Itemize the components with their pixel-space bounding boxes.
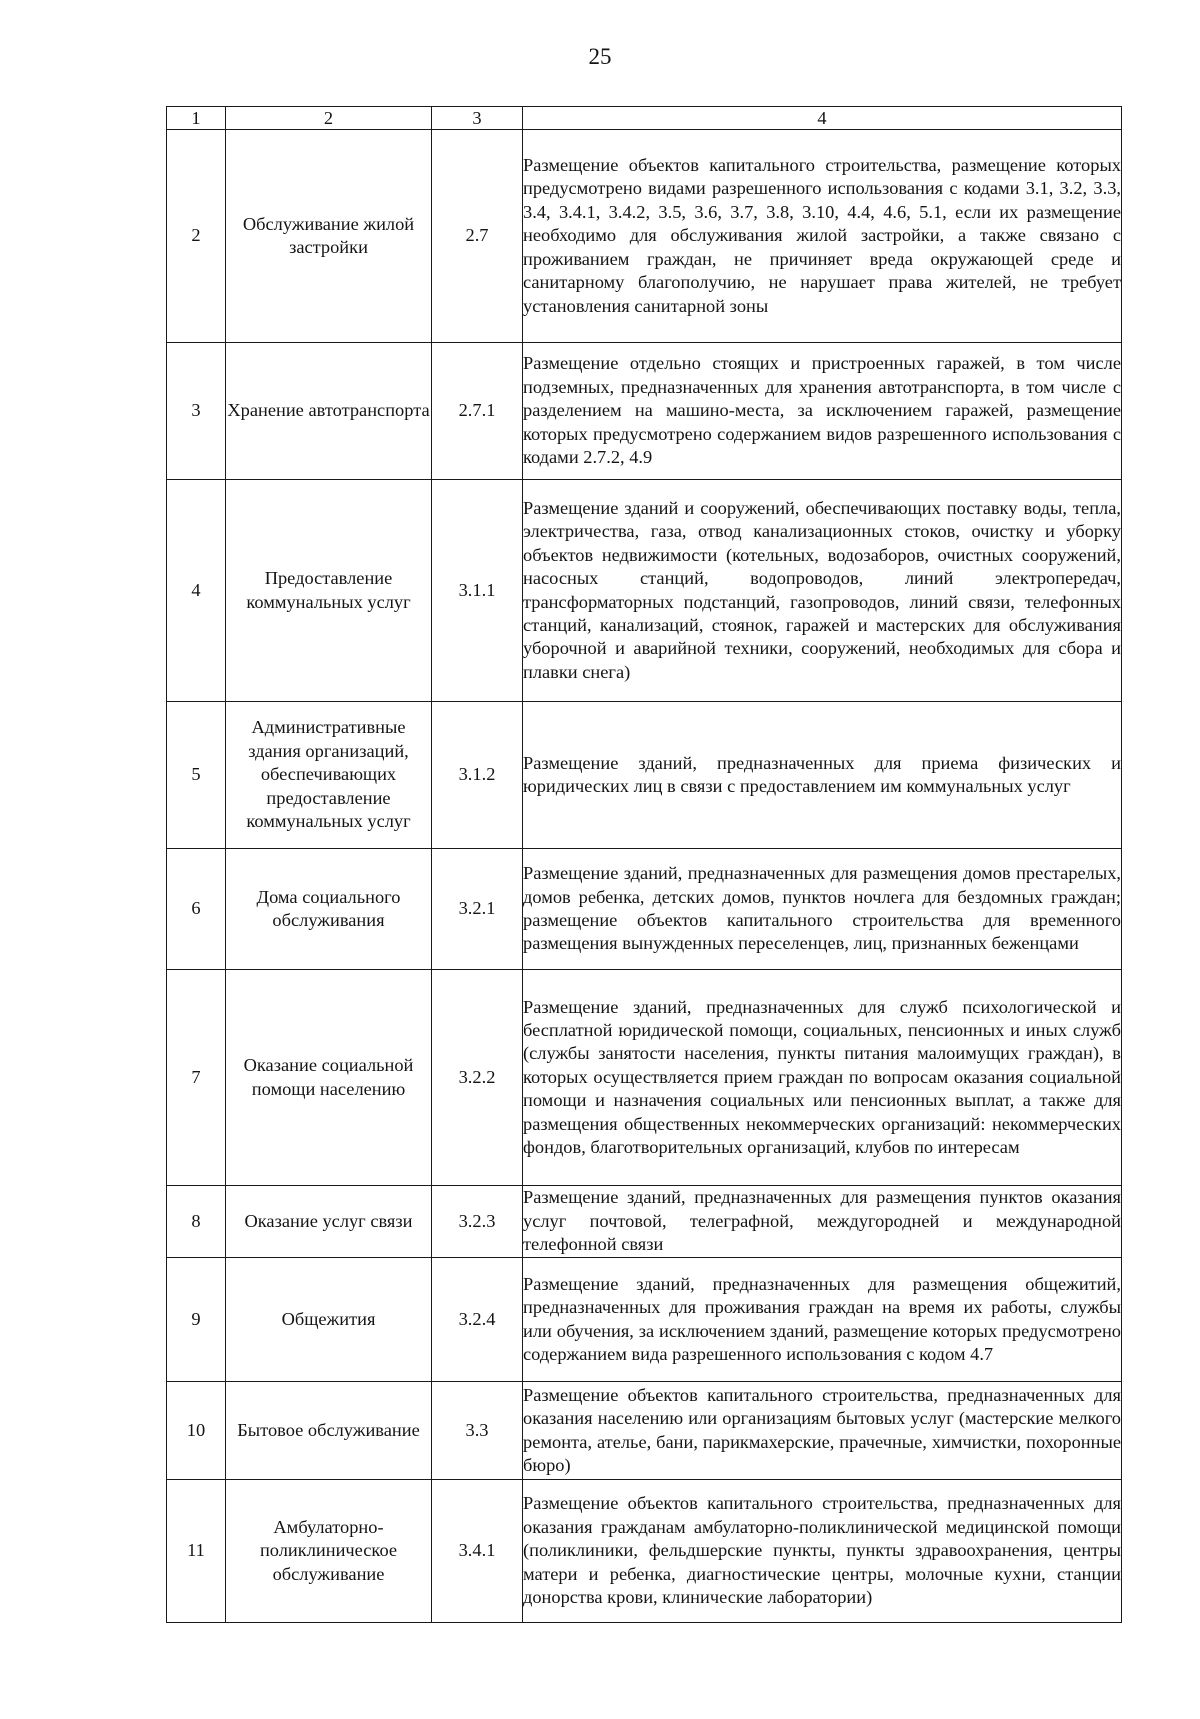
table-header-row [167, 107, 1122, 130]
land-use-name: Предоставление коммунальных услуг [226, 480, 432, 702]
table-row [167, 849, 1122, 970]
row-number: 3 [167, 343, 226, 480]
land-use-description: Размещение объектов капитального строительства, предназначенных для оказания гражданам амбулаторно-поликлинической медицинской помощи (поликлиники, фельдшерские пункты, пункты здравоохранения, центры матери и ребенка, диагностические центры, молочные кухни, станции донорства крови, клинические лаборатории) [523, 1480, 1122, 1623]
table-row [167, 1382, 1122, 1480]
land-use-code: 3.2.3 [432, 1186, 523, 1258]
land-use-description: Размещение зданий и сооружений, обеспечивающих поставку воды, тепла, электричества, газа, отвод канализационных стоков, очистку и уборку объектов недвижимости (котельных, водозаборов, очистных сооружений, насосных станций, водопроводов, линий электропередач, трансформаторных подстанций, газопроводов, линий связи, телефонных станций, канализаций, стоянок, гаражей и мастерских для обслуживания уборочной и аварийной техники, сооружений, необходимых для сбора и плавки снега) [523, 480, 1122, 702]
land-use-description: Размещение объектов капитального строительства, предназначенных для оказания населению или организациям бытовых услуг (мастерские мелкого ремонта, ателье, бани, парикмахерские, прачечные, химчистки, похоронные бюро) [523, 1382, 1122, 1480]
table-row [167, 1186, 1122, 1258]
land-use-description: Размещение объектов капитального строительства, размещение которых предусмотрено видами разрешенного использования с кодами 3.1, 3.2, 3.3, 3.4, 3.4.1, 3.4.2, 3.5, 3.6, 3.7, 3.8, 3.10, 4.4, 4.6, 5.1, если их размещение необходимо для обслуживания жилой застройки, а также связано с проживанием граждан, не причиняет вреда окружающей среде и санитарному благополучию, не нарушает права жителей, не требует установления санитарной зоны [523, 130, 1122, 343]
land-use-code: 3.2.2 [432, 970, 523, 1186]
land-use-code: 3.3 [432, 1382, 523, 1480]
row-number: 4 [167, 480, 226, 702]
row-number: 10 [167, 1382, 226, 1480]
row-number: 5 [167, 702, 226, 849]
land-use-name: Общежития [226, 1258, 432, 1382]
land-use-name: Дома социального обслуживания [226, 849, 432, 970]
land-use-name: Оказание услуг связи [226, 1186, 432, 1258]
land-use-name: Бытовое обслуживание [226, 1382, 432, 1480]
land-use-code: 3.1.1 [432, 480, 523, 702]
table-row [167, 702, 1122, 849]
land-use-code: 2.7.1 [432, 343, 523, 480]
column-number-1: 1 [167, 107, 226, 130]
row-number: 6 [167, 849, 226, 970]
table-row [167, 130, 1122, 343]
land-use-description: Размещение зданий, предназначенных для приема физических и юридических лиц в связи с предоставлением им коммунальных услуг [523, 702, 1122, 849]
table-row [167, 480, 1122, 702]
row-number: 9 [167, 1258, 226, 1382]
column-number-2: 2 [226, 107, 432, 130]
table-row [167, 1480, 1122, 1623]
row-number: 2 [167, 130, 226, 343]
land-use-name: Хранение автотранспорта [226, 343, 432, 480]
land-use-table [166, 106, 1122, 1623]
land-use-code: 3.2.1 [432, 849, 523, 970]
row-number: 7 [167, 970, 226, 1186]
column-number-3: 3 [432, 107, 523, 130]
column-number-4: 4 [523, 107, 1122, 130]
land-use-name: Административные здания организаций, обеспечивающих предоставление коммунальных услуг [226, 702, 432, 849]
table-row [167, 970, 1122, 1186]
table-row [167, 343, 1122, 480]
land-use-name: Амбулаторно-поликлиническое обслуживание [226, 1480, 432, 1623]
land-use-name: Обслуживание жилой застройки [226, 130, 432, 343]
page-number: 25 [588, 44, 612, 69]
land-use-description: Размещение зданий, предназначенных для размещения общежитий, предназначенных для проживания граждан на время их работы, службы или обучения, за исключением зданий, размещение которых предусмотрено содержанием вида разрешенного использования с кодом 4.7 [523, 1258, 1122, 1382]
land-use-code: 3.2.4 [432, 1258, 523, 1382]
land-use-description: Размещение зданий, предназначенных для размещения домов престарелых, домов ребенка, детских домов, пунктов ночлега для бездомных граждан; размещение объектов капитального строительства для временного размещения вынужденных переселенцев, лиц, признанных беженцами [523, 849, 1122, 970]
row-number: 8 [167, 1186, 226, 1258]
table-row [167, 1258, 1122, 1382]
land-use-code: 3.1.2 [432, 702, 523, 849]
land-use-description: Размещение зданий, предназначенных для служб психологической и бесплатной юридической помощи, социальных, пенсионных и иных служб (службы занятости населения, пункты питания малоимущих граждан), в которых осуществляется прием граждан по вопросам оказания социальной помощи и назначения социальных или пенсионных выплат, а также для размещения общественных некоммерческих организаций: некоммерческих фондов, благотворительных организаций, клубов по интересам [523, 970, 1122, 1186]
land-use-description: Размещение зданий, предназначенных для размещения пунктов оказания услуг почтовой, телеграфной, междугородней и международной телефонной связи [523, 1186, 1122, 1258]
land-use-description: Размещение отдельно стоящих и пристроенных гаражей, в том числе подземных, предназначенных для хранения автотранспорта, в том числе с разделением на машино-места, за исключением гаражей, размещение которых предусмотрено содержанием видов разрешенного использования с кодами 2.7.2, 4.9 [523, 343, 1122, 480]
land-use-name: Оказание социальной помощи населению [226, 970, 432, 1186]
land-use-code: 2.7 [432, 130, 523, 343]
row-number: 11 [167, 1480, 226, 1623]
land-use-code: 3.4.1 [432, 1480, 523, 1623]
